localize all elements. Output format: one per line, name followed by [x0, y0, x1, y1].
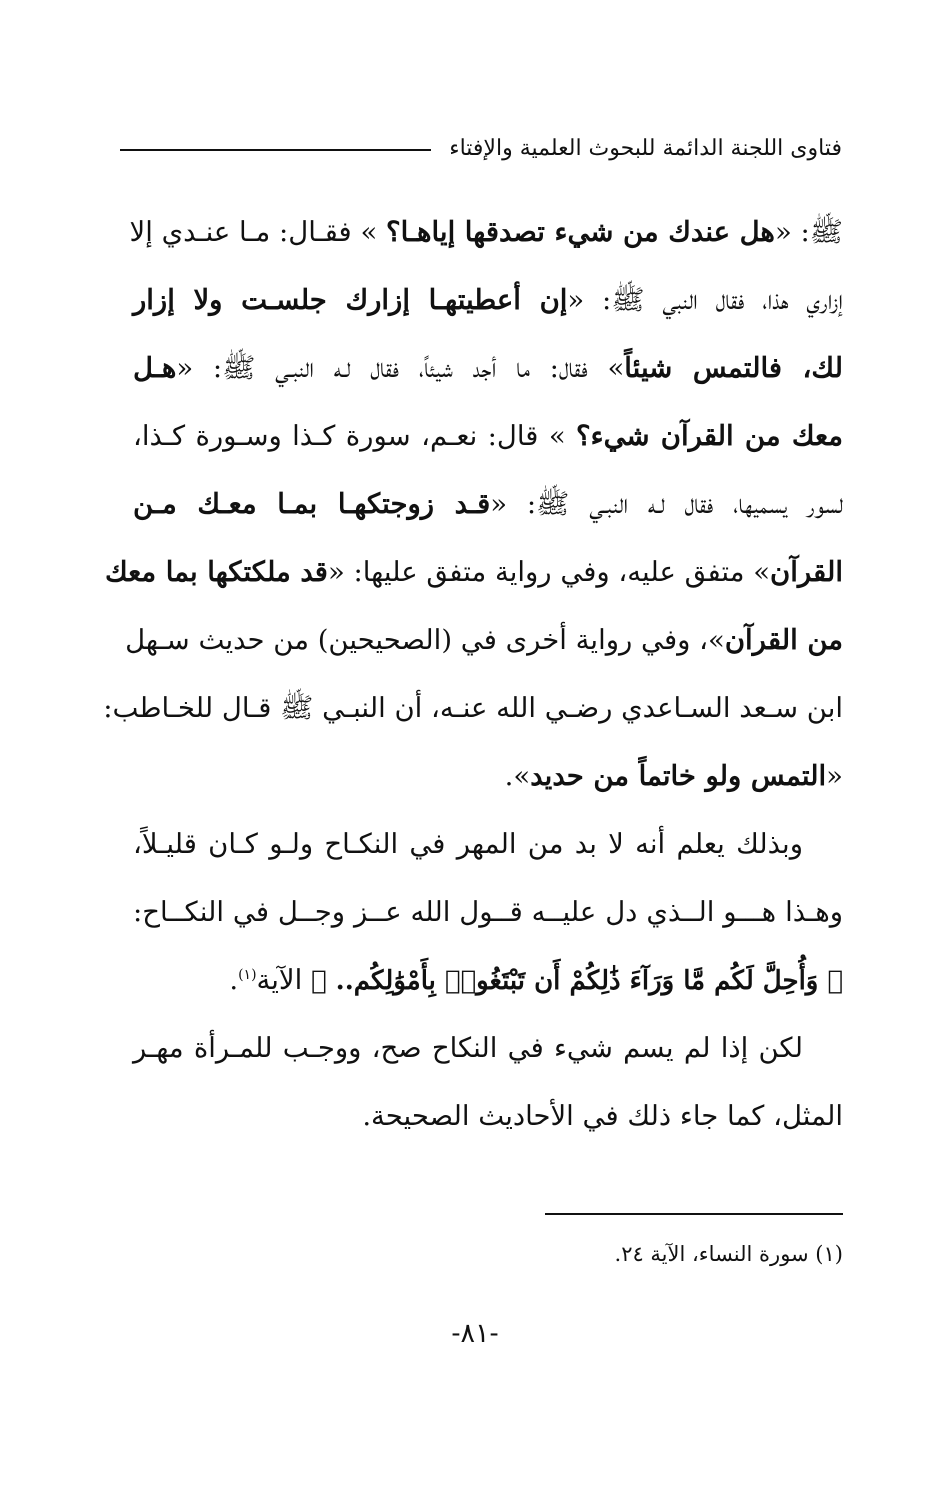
text-line: [133, 266, 843, 334]
text-run: «: [826, 760, 843, 792]
bold-run: إن أعطيتهـا إزارك جلسـت ولا إزار: [133, 284, 568, 316]
text-line: [125, 606, 843, 674]
text-line: [133, 810, 843, 878]
bold-run: قد ملكتكها بما معك: [104, 556, 328, 588]
text-line: لكن إذا لم يسم شيء في النكاح صح، ووجـب للمـرأة مهـر: [133, 1032, 803, 1064]
bold-run: قـد زوجتكهـا بمـا معـك مـن: [133, 488, 491, 520]
bold-run: من القرآن: [724, 624, 843, 656]
text-line: [133, 470, 843, 538]
paragraph-mahr-mithl: [133, 1014, 843, 1150]
paragraph-hadith: [103, 198, 843, 810]
quran-verse: ﴿ وَأُحِلَّ لَكُم مَّا وَرَآءَ ذَٰلِكُمْ أَن تَبْتَغُوا۟ بِأَمْوَٰلِكُم.. ﴾: [311, 966, 843, 996]
text-line: [133, 742, 843, 810]
text-line: [103, 674, 843, 742]
text-line: [104, 538, 843, 606]
bold-run: معك من القرآن شيء؟: [576, 420, 843, 452]
text-run: ﷺ: «: [774, 216, 843, 248]
body-text: [103, 198, 843, 1150]
text-run: » قال: نعـم، سورة كـذا وسـورة كـذا،: [133, 420, 577, 452]
running-header: [120, 128, 842, 168]
text-line: المثل، كما جاء ذلك في الأحاديث الصحيحة.: [362, 1100, 843, 1132]
text-line: [133, 878, 843, 946]
text-run: »، وفي رواية أخرى في (الصحيحين) من حديث سـهل: [125, 624, 725, 656]
text-run: » فقال: ما أجد شيئاً، فقال لـه النبـي ﷺ: «: [176, 352, 625, 384]
bold-run: لك، فالتمس شيئاً: [624, 352, 843, 384]
header-title: فتاوى اللجنة الدائمة للبحوث العلمية والإفتاء: [449, 135, 842, 161]
footnote-rule: [545, 1213, 843, 1215]
verse-line: [133, 946, 843, 1014]
text-run: وبذلك يعلم أنه لا بد من المهر في النكـاح ولـو كـان قليـلاً،: [133, 828, 803, 860]
text-line: [129, 198, 843, 266]
paragraph-mahr: [133, 810, 843, 1014]
bold-run: هـل: [133, 352, 177, 384]
text-run: إزاري هذا، فقال النبي ﷺ: «: [567, 284, 843, 316]
header-rule: [120, 149, 431, 151]
text-run: وهـذا هـــو الــذي دل عليــه قــول الله عــز وجــل في النكــاح:: [133, 896, 843, 928]
text-line: [133, 334, 843, 402]
text-line: [133, 402, 843, 470]
text-run: لسور يسميها، فقال لـه النبـي ﷺ: «: [490, 488, 843, 520]
text-run: ».: [504, 760, 531, 792]
text-run: » فقـال: مـا عنـدي إلا: [129, 216, 387, 248]
verse-end: .: [229, 964, 239, 996]
footnote: (١) سورة النساء، الآية ٢٤.: [614, 1242, 843, 1266]
bold-run: القرآن: [770, 556, 843, 588]
verse-suffix: الآية: [256, 964, 311, 996]
text-run: ابن سـعد السـاعدي رضـي الله عنـه، أن النبـي ﷺ قـال للخـاطب:: [103, 692, 843, 724]
footnote-ref[interactable]: (١): [238, 966, 257, 983]
bold-run: هل عندك من شيء تصدقها إياهـا؟: [386, 216, 775, 248]
text-run: » متفق عليه، وفي رواية متفق عليها: «: [327, 556, 771, 588]
bold-run: التمس ولو خاتماً من حديد: [530, 760, 827, 792]
page-number: -٨١-: [451, 1318, 499, 1349]
